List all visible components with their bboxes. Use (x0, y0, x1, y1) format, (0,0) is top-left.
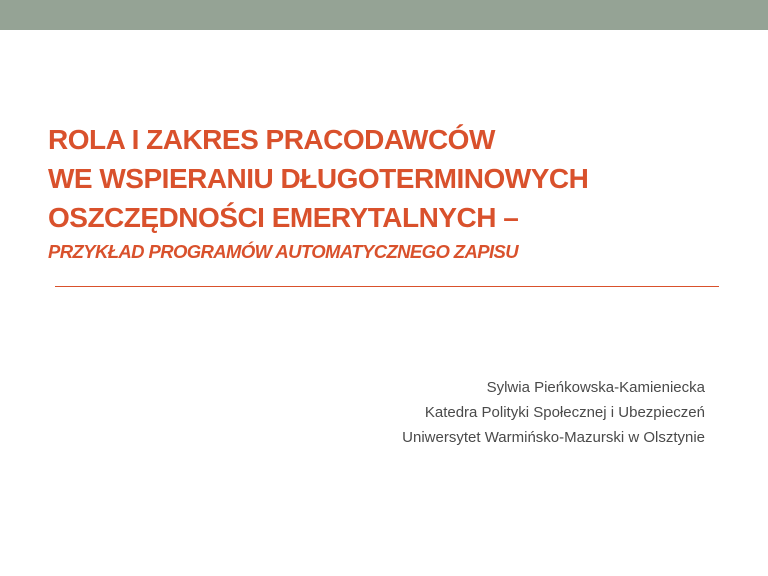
author-info (402, 375, 705, 450)
title-line-3: OSZCZĘDNOŚCI EMERYTALNYCH – (48, 202, 519, 233)
university-name: Uniwersytet Warmińsko-Mazurski w Olsztynie (402, 429, 705, 446)
top-accent-bar (0, 0, 768, 30)
author-name: Sylwia Pieńkowska-Kamieniecka (486, 379, 705, 396)
title-line-2: WE WSPIERANIU DŁUGOTERMINOWYCH (48, 163, 589, 194)
title-divider (55, 286, 719, 287)
title-line-1: ROLA I ZAKRES PRACODAWCÓW (48, 124, 495, 155)
department-name: Katedra Polityki Społecznej i Ubezpieczeń (424, 404, 705, 421)
slide-title (48, 120, 728, 264)
slide-subtitle: PRZYKŁAD PROGRAMÓW AUTOMATYCZNEGO ZAPISU (48, 241, 519, 262)
